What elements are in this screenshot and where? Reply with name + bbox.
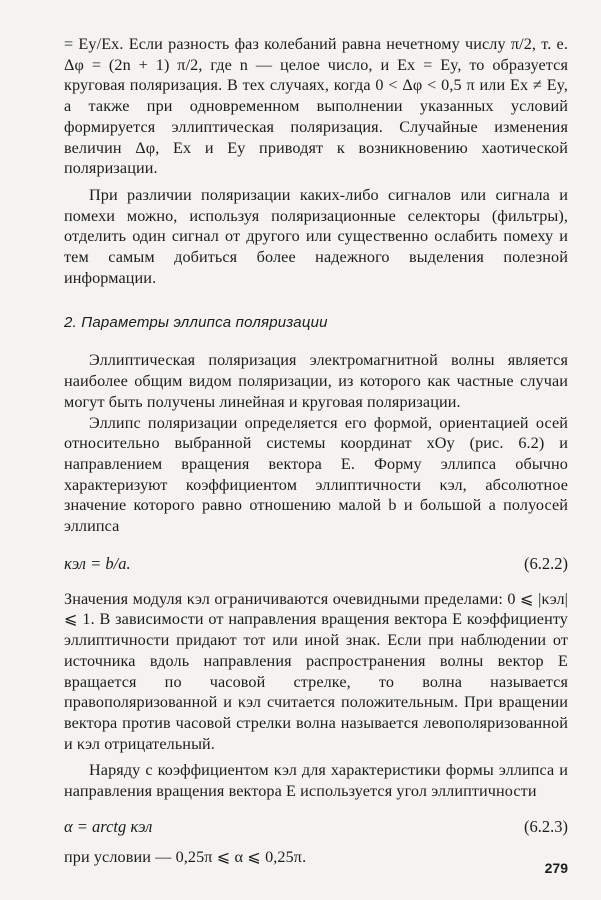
paragraph-elliptical-polarization: Эллиптическая поляризация электромагнитной волны является наиболее общим видом поляризации, из которого как частные случаи могут быть получены линейная и круговая поляризации.	[64, 351, 568, 411]
paragraph-ellipse-shape: Эллипс поляризации определяется его формой, ориентацией осей относительно выбранной системы координат xOy (рис. 6.2) и направлением вращения вектора E. Форму эллипса обычно характеризуют коэффициентом эллиптичности κэл, абсолютное значение которого равно отношению малой b и большой a полуосей эллипса	[64, 413, 568, 536]
formula-number: (6.2.2)	[524, 553, 568, 573]
formula-number: (6.2.3)	[524, 816, 568, 836]
page-number: 279	[544, 860, 568, 876]
formula-expression: κэл = b/a.	[64, 553, 131, 573]
paragraph-circular-polarization: = Ey/Ex. Если разность фаз колебаний равна нечетному числу π/2, т. е. Δφ = (2n + 1) π/2, где n — целое число, и Ex = Ey, то образуется круговая поляризация. В тех случаях, когда 0 < Δφ < 0,5 π или Ex ≠ Ey, а также при одновременном выполнении указанных условий формируется эллиптическая поляризация. Случайные изменения величин Δφ, Ex и Ey приводят к возникновению хаотической поляризации.	[64, 35, 568, 178]
formula-ellipticity-coefficient	[64, 553, 568, 575]
paragraph-modulus-limits: Значения модуля κэл ограничиваются очевидными пределами: 0 ⩽ |κэл| ⩽ 1. В зависимости от направления вращения вектора E коэффициенту эллиптичности придают тот или иной знак. Если при наблюдении от источника вдоль направления распространения волны вектор E вращается по часовой стрелке, то волна называется правополяризованной и κэл считается положительным. При вращении вектора против часовой стрелки волна называется левополяризованной и κэл отрицательный.	[64, 589, 568, 753]
paragraph-ellipticity-angle: Наряду с коэффициентом κэл для характеристики формы эллипса и направления вращения вектора E используется угол эллиптичности	[64, 761, 568, 801]
paragraph-polarization-selectors: При различии поляризации каких-либо сигналов или сигнала и помехи можно, используя поляризационные селекторы (фильтры), отделить один сигнал от другого или существенно ослабить помеху и тем самым добиться более надежного выделения полезной информации.	[64, 185, 568, 287]
formula-ellipticity-angle	[64, 816, 568, 838]
formula-expression: α = arctg κэл	[64, 816, 153, 836]
section-heading: 2. Параметры эллипса поляризации	[64, 314, 328, 332]
paragraph-angle-condition: при условии — 0,25π ⩽ α ⩽ 0,25π.	[64, 847, 307, 866]
